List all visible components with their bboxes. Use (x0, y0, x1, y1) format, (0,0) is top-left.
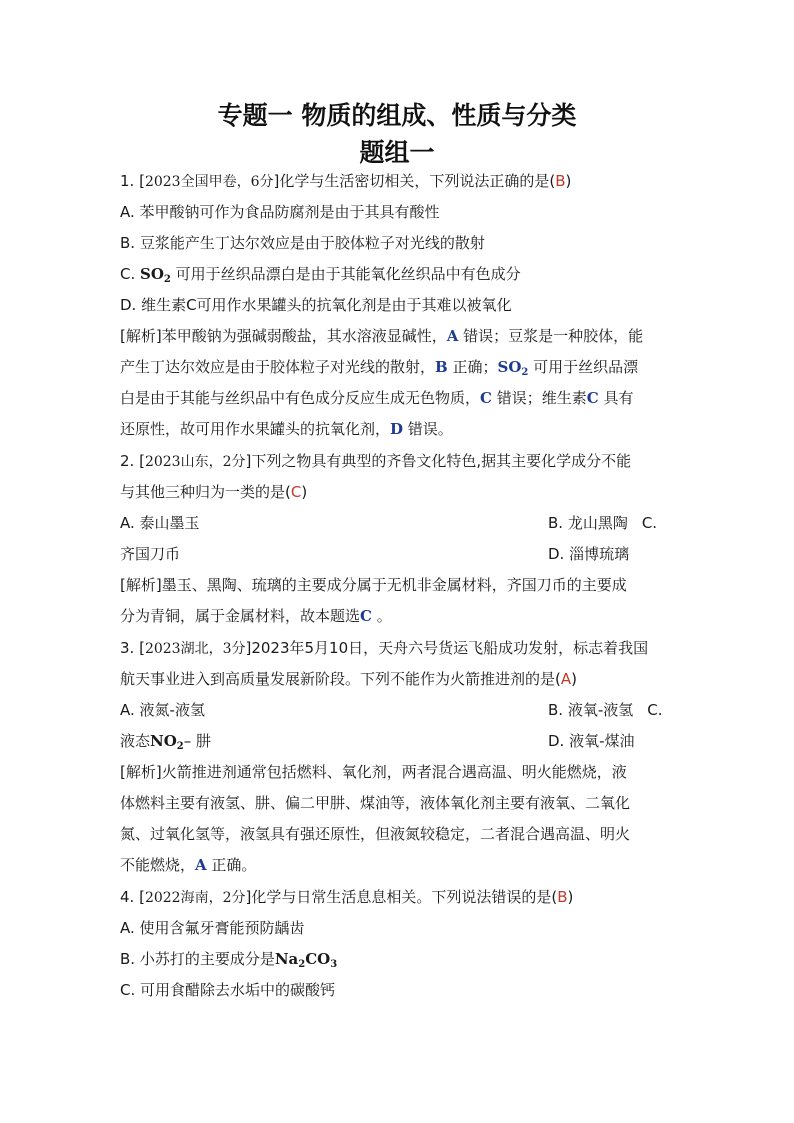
q2-option-c: 齐国刀币 (120, 545, 181, 563)
q3-option-a: A. 液氮-液氢 (120, 701, 205, 719)
q3-close: ) (571, 670, 577, 688)
q3-source: 2023湖北，3分 (144, 641, 246, 657)
q2-close: ) (301, 483, 308, 501)
formula-subscript: 2 (163, 274, 171, 285)
q3-stem-text: ]2023年5月10日，天舟六号货运飞船成功发射，标志着我国 (245, 639, 649, 657)
highlight-letter: B (435, 358, 448, 376)
q3-explanation-line-2: 体燃料主要有液氢、肼、偏二甲肼、煤油等，液体氧化剂主要有液氧、二氧化 (120, 794, 631, 812)
q2-option-c-label: C. (641, 514, 658, 532)
q3-stem (120, 638, 648, 659)
q2-stem-line-2 (120, 482, 307, 502)
q3-stem-text: 航天事业进入到高质量发展新阶段。下列不能作为火箭推进剂的是( (120, 670, 561, 688)
q4-option-c: C. 可用食醋除去水垢中的碳酸钙 (120, 981, 336, 999)
q4-option-b (120, 949, 337, 975)
q1-explanation-line-3 (120, 388, 633, 408)
highlight-letter: A (195, 856, 207, 874)
explanation-text: 正确； (447, 358, 498, 376)
explanation-text: 还原性，故可用作水果罐头的抗氧化剂， (120, 420, 391, 438)
q2-stem-text: 与其他三种归为一类的是( (120, 483, 291, 501)
highlight-letter: D (390, 420, 404, 438)
highlight-letter: C (480, 389, 492, 407)
q4-stem (120, 887, 573, 908)
q2-number: 2. [ (120, 452, 145, 470)
explanation-text: 分为青铜，属于金属材料，故本题选 (120, 607, 361, 625)
formula-so2 (497, 358, 528, 376)
q3-option-c-label: C. (647, 701, 663, 719)
formula-subscript: 3 (330, 959, 338, 970)
q2-answer: C (290, 483, 302, 501)
q1-option-a: A. 苯甲酸钠可作为食品防腐剂是由于其具有酸性 (120, 203, 440, 221)
q1-explanation-line-1 (120, 326, 643, 346)
q1-stem (120, 171, 571, 192)
highlight-letter: C (586, 389, 599, 407)
q3-option-d: D. 液氧-煤油 (548, 732, 635, 750)
q3-answer: A (560, 670, 572, 688)
q3-number: 3. [ (120, 639, 145, 657)
explanation-text: 错误。 (403, 420, 453, 438)
explanation-text: 错误；维生素 (491, 389, 587, 407)
q2-option-d: D. 淄博琉璃 (548, 545, 630, 563)
explanation-text: 可用于丝织品漂 (528, 358, 639, 376)
q1-close: ) (565, 172, 572, 190)
q3-option-c-text: – 肼 (183, 732, 212, 750)
formula-no2 (150, 732, 184, 750)
section-subtitle: 题组一 (359, 138, 435, 167)
q4-close: ) (567, 888, 574, 906)
q4-source: 2022海南，2分 (144, 890, 246, 906)
explanation-text: 正确。 (206, 856, 257, 874)
q3-option-b-text: B. 液氧-液氢 (548, 701, 634, 719)
explanation-text: 错误；豆浆是一种胶体，能 (458, 327, 644, 345)
q3-option-b (548, 700, 663, 720)
q3-explanation-line-3: 氮、过氧化氢等，液氢具有强还原性，但液氮较稳定，二者混合遇高温、明火 (120, 825, 631, 843)
formula-na2co3 (275, 950, 337, 968)
q1-option-c-text: 可用于丝织品漂白是由于其能氧化丝织品中有色成分 (170, 265, 521, 283)
q1-explanation-line-4 (120, 419, 453, 439)
formula-subscript: 2 (521, 367, 529, 378)
formula-text: NO (150, 732, 177, 750)
formula-subscript: 2 (176, 741, 184, 752)
q2-stem-text: ]下列之物具有典型的齐鲁文化特色,据其主要化学成分不能 (245, 452, 632, 470)
q3-stem-line-2 (120, 669, 577, 689)
q4-answer: B (557, 888, 568, 906)
explanation-text: 具有 (598, 389, 634, 407)
q1-source: 2023全国甲卷，6分 (144, 174, 274, 190)
q1-stem-text: ]化学与生活密切相关，下列说法正确的是( (273, 172, 556, 190)
q1-option-c (120, 264, 521, 290)
formula-subscript: 2 (298, 959, 306, 970)
q4-number: 4. [ (120, 888, 145, 906)
highlight-letter: A (446, 327, 459, 345)
q1-option-b: B. 豆浆能产生丁达尔效应是由于胶体粒子对光线的散射 (120, 234, 485, 252)
q3-option-c-text: 液态 (120, 732, 151, 750)
formula-text: CO (305, 950, 331, 968)
q1-option-d: D. 维生素C可用作水果罐头的抗氧化剂是由于其难以被氧化 (120, 296, 512, 314)
q3-option-c (120, 731, 211, 757)
q2-explanation-line-2 (120, 606, 392, 626)
formula-text: SO (497, 358, 522, 376)
q2-option-b-text: B. 龙山黑陶 (548, 514, 628, 532)
explanation-text: 白是由于其能与丝织品中有色成分反应生成无色物质， (120, 389, 481, 407)
q1-explanation-line-2 (120, 357, 638, 383)
q1-option-c-label: C. (120, 265, 141, 283)
explanation-text: 。 (371, 607, 392, 625)
formula-text: Na (274, 950, 299, 968)
page-title: 专题一 物质的组成、性质与分类 (217, 101, 577, 130)
formula-text: SO (140, 265, 164, 283)
q4-stem-text: ]化学与日常生活息息相关。下列说法错误的是( (245, 888, 558, 906)
q4-option-a: A. 使用含氟牙膏能预防龋齿 (120, 919, 305, 937)
q4-option-b-text: B. 小苏打的主要成分是 (120, 950, 275, 968)
q2-option-b (548, 513, 657, 533)
explanation-text: 产生丁达尔效应是由于胶体粒子对光线的散射， (120, 358, 436, 376)
q1-number: 1. [ (120, 172, 145, 190)
highlight-letter: C (360, 607, 372, 625)
q1-answer: B (555, 172, 566, 190)
q2-explanation-line-1: [解析]墨玉、黑陶、琉璃的主要成分属于无机非金属材料，齐国刀币的主要成 (120, 576, 627, 594)
q3-explanation-line-4 (120, 855, 256, 875)
q2-stem (120, 451, 631, 472)
explanation-text: 不能燃烧， (120, 856, 196, 874)
explanation-text: [解析]苯甲酸钠为强碱弱酸盐，其水溶液显碱性， (120, 327, 447, 345)
formula-so2 (140, 265, 171, 283)
q3-explanation-line-1: [解析]火箭推进剂通常包括燃料、氧化剂，两者混合遇高温、明火能燃烧，液 (120, 763, 627, 781)
q2-option-a: A. 泰山墨玉 (120, 514, 200, 532)
q2-source: 2023山东，2分 (144, 454, 246, 470)
